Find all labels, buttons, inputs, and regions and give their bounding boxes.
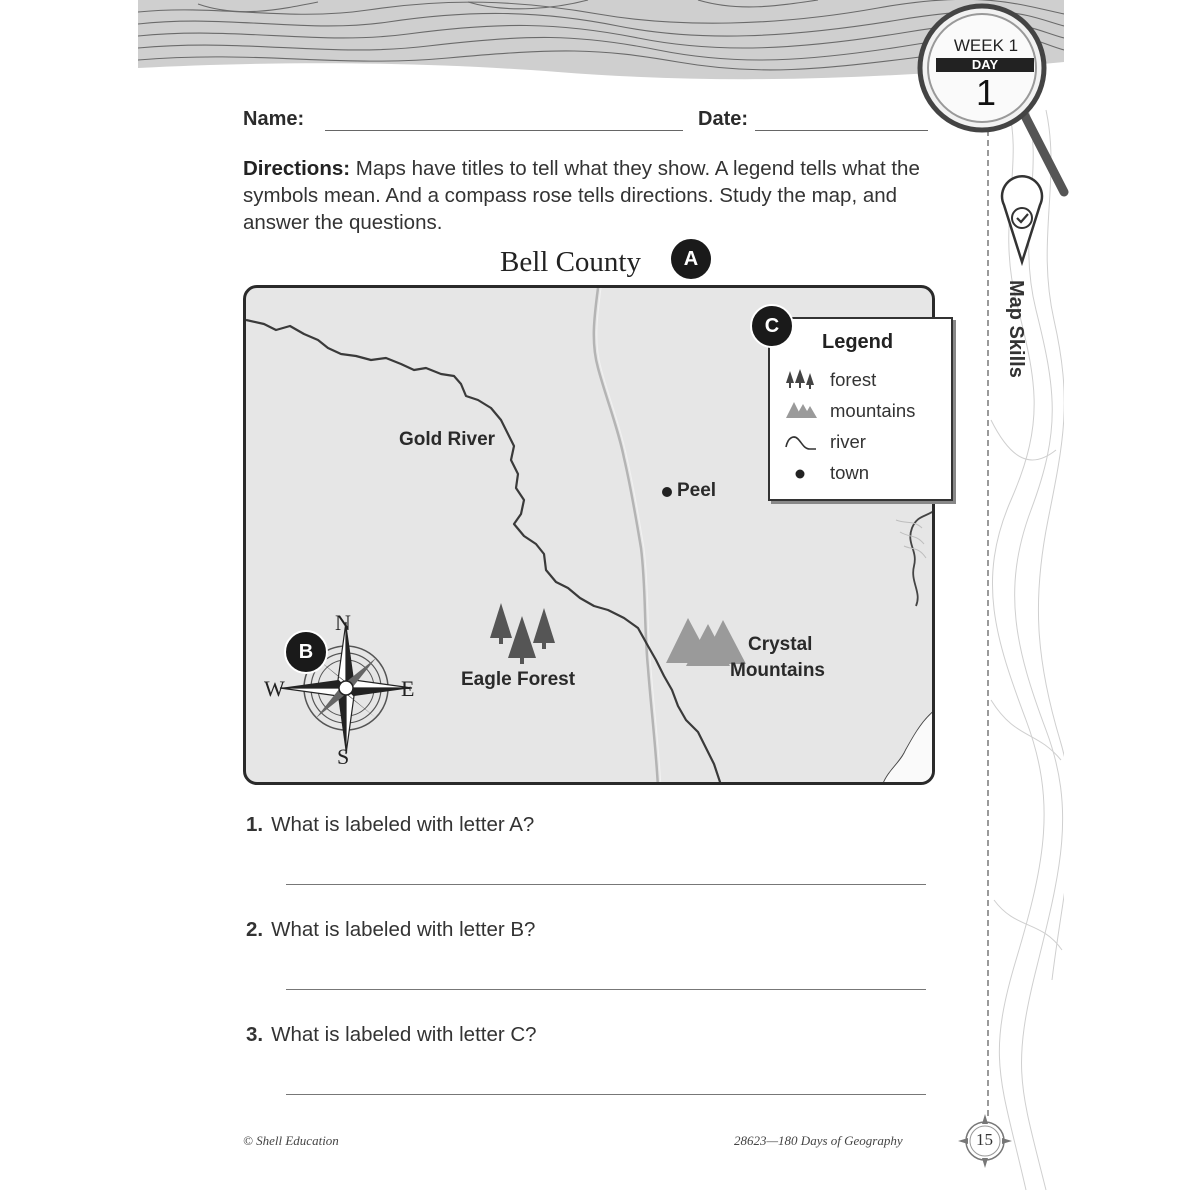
question-text: What is labeled with letter B? xyxy=(271,918,536,941)
day-label: DAY xyxy=(936,58,1034,72)
compass-west: W xyxy=(264,676,285,701)
page-number: 15 xyxy=(976,1130,993,1149)
legend-label: mountains xyxy=(830,400,916,421)
name-field[interactable] xyxy=(325,130,683,131)
map-legend xyxy=(768,317,953,501)
question-number: 3. xyxy=(246,1023,264,1046)
compass-north: N xyxy=(335,610,351,635)
eagle-forest-label: Eagle Forest xyxy=(461,669,576,690)
forest-icon xyxy=(784,367,824,393)
legend-label: town xyxy=(830,462,870,483)
question-number: 2. xyxy=(246,918,264,941)
crystal-mountains xyxy=(666,618,746,666)
section-label: Map Skills xyxy=(1005,280,1027,378)
date-field[interactable] xyxy=(755,130,928,131)
footer-book-title: 28623—180 Days of Geography xyxy=(734,1133,903,1148)
answer-field-2[interactable] xyxy=(286,989,926,990)
question-number: 1. xyxy=(246,813,264,836)
town-icon xyxy=(784,460,824,486)
name-date-row xyxy=(243,108,928,138)
county-boundary xyxy=(594,288,658,785)
town-peel-marker xyxy=(662,487,672,497)
directions-body: Maps have titles to tell what they show. A legend tells what the symbols mean. And a compass rose tells directions. Study the map, and answer the questions. xyxy=(243,157,920,234)
question-1 xyxy=(246,813,534,837)
directions-lead: Directions: xyxy=(243,157,351,180)
legend-title: Legend xyxy=(822,331,894,353)
directions-text xyxy=(243,155,933,236)
legend-item xyxy=(784,367,949,393)
map-title: Bell County xyxy=(500,246,641,278)
mountains-label: Mountains xyxy=(730,660,825,681)
compass-east: E xyxy=(401,676,415,701)
mountains-icon xyxy=(784,398,824,424)
peel-label: Peel xyxy=(677,480,717,501)
compass-south: S xyxy=(337,744,350,769)
question-text: What is labeled with letter C? xyxy=(271,1023,537,1046)
gold-river-line xyxy=(246,320,722,785)
eagle-forest-trees xyxy=(490,603,555,664)
footer-copyright: © Shell Education xyxy=(243,1133,339,1148)
legend-item xyxy=(784,460,949,486)
legend-label: forest xyxy=(830,369,877,390)
legend-label: river xyxy=(830,431,866,452)
legend-item xyxy=(784,398,949,424)
question-2 xyxy=(246,918,535,942)
badge-c: C xyxy=(750,304,794,348)
date-label: Date: xyxy=(698,108,749,130)
week-label: WEEK 1 xyxy=(953,36,1019,55)
question-3 xyxy=(246,1023,537,1047)
gold-river-label: Gold River xyxy=(399,429,496,450)
day-number: 1 xyxy=(975,72,997,113)
crystal-label: Crystal xyxy=(748,634,813,655)
answer-field-3[interactable] xyxy=(286,1094,926,1095)
river-icon xyxy=(784,429,824,455)
badge-b: B xyxy=(284,630,328,674)
badge-a: A xyxy=(669,237,713,281)
worksheet-page xyxy=(138,0,1064,1200)
legend-item xyxy=(784,429,949,455)
name-label: Name: xyxy=(243,108,305,130)
answer-field-1[interactable] xyxy=(286,884,926,885)
question-text: What is labeled with letter A? xyxy=(271,813,535,836)
